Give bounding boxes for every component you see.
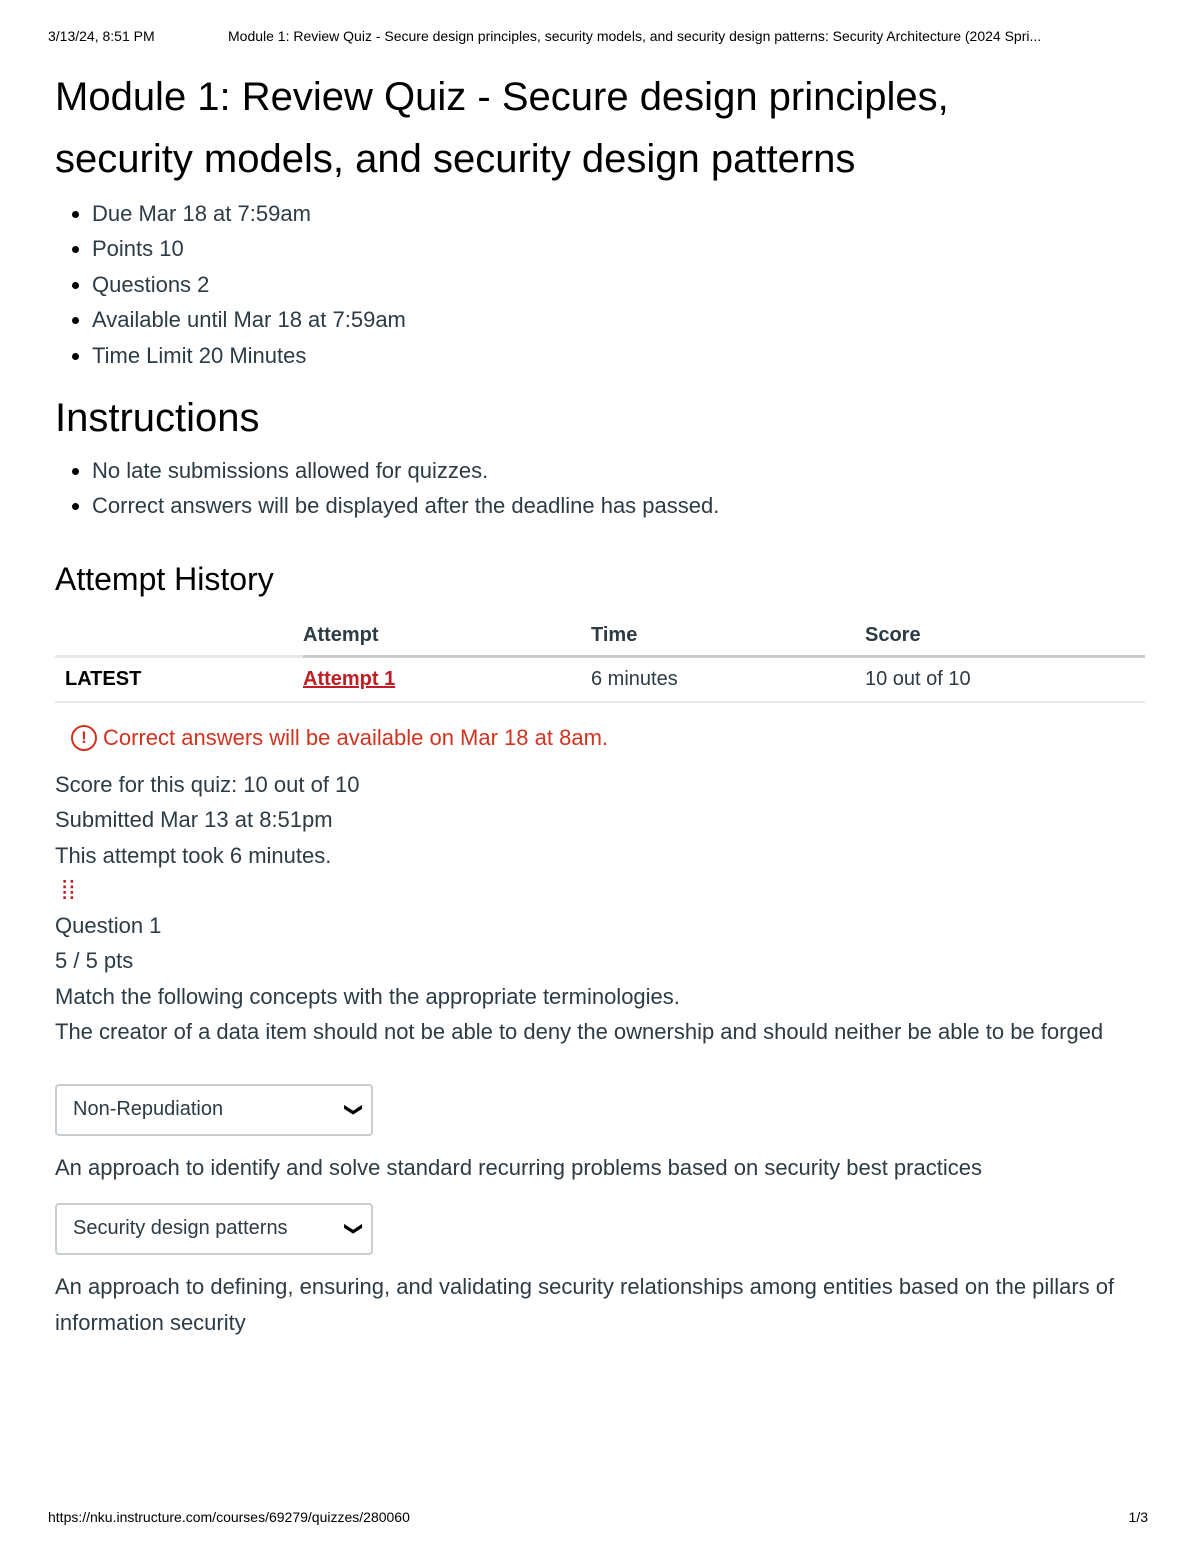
match-item-1-select[interactable] bbox=[55, 1084, 373, 1136]
match-item-2-text: An approach to identify and solve standard recurring problems based on security best practices bbox=[55, 1154, 982, 1180]
chevron-down-icon: ❯ bbox=[344, 1221, 365, 1237]
attempt-cell bbox=[303, 656, 591, 702]
time-limit: • Time Limit 20 Minutes bbox=[92, 338, 1145, 373]
page-title bbox=[55, 66, 1145, 190]
attempt-history-table bbox=[55, 618, 1145, 703]
print-footer bbox=[48, 1509, 1148, 1525]
page-url: https://nku.instructure.com/courses/69279/quizzes/280060 bbox=[48, 1509, 410, 1525]
question-points: 5 / 5 pts bbox=[55, 948, 134, 974]
available-until: • Available until Mar 18 at 7:59am bbox=[92, 302, 1145, 337]
match-item-1-value: Non-Repudiation bbox=[73, 1097, 224, 1120]
table-header-row bbox=[55, 618, 1145, 657]
quiz-content bbox=[55, 66, 1145, 1340]
instruction-item: • Correct answers will be displayed after the deadline has passed. bbox=[92, 488, 1145, 523]
warning-icon: ! bbox=[71, 725, 97, 751]
latest-label: LATEST bbox=[55, 656, 303, 702]
time-cell: 6 minutes bbox=[591, 656, 865, 702]
attempt-history-heading: Attempt History bbox=[55, 560, 274, 597]
quiz-details bbox=[55, 196, 1145, 373]
question-count: • Questions 2 bbox=[92, 267, 1145, 302]
print-title: Module 1: Review Quiz - Secure design principles, security models, and security design patterns: Security Architecture (2024 Spri... bbox=[228, 28, 1042, 44]
instructions-heading: Instructions bbox=[55, 396, 260, 441]
table-header-time: Time bbox=[591, 618, 865, 657]
table-header-score: Score bbox=[865, 618, 1145, 657]
match-item-2-value: Security design patterns bbox=[73, 1217, 288, 1240]
attempt-duration: This attempt took 6 minutes. bbox=[55, 842, 332, 868]
points: • Points 10 bbox=[92, 231, 1145, 266]
answers-notice bbox=[71, 725, 1145, 751]
chevron-down-icon: ❯ bbox=[344, 1102, 365, 1118]
due-date: • Due Mar 18 at 7:59am bbox=[92, 196, 1145, 231]
drag-handle-icon[interactable]: ⁞⁞ bbox=[61, 875, 76, 906]
notice-text: Correct answers will be available on Mar 18 at 8am. bbox=[103, 724, 609, 750]
question-prompt: Match the following concepts with the appropriate terminologies. bbox=[55, 983, 680, 1009]
table-header-attempt: Attempt bbox=[303, 618, 591, 657]
quiz-score: Score for this quiz: 10 out of 10 bbox=[55, 771, 360, 797]
quiz-summary bbox=[55, 767, 1145, 1340]
print-date: 3/13/24, 8:51 PM bbox=[48, 28, 155, 44]
submitted-date: Submitted Mar 13 at 8:51pm bbox=[55, 807, 333, 833]
match-item-2-select[interactable] bbox=[55, 1203, 373, 1255]
attempt-1-link[interactable]: Attempt 1 bbox=[303, 667, 396, 690]
score-cell: 10 out of 10 bbox=[865, 656, 1145, 702]
page-title-line1: Module 1: Review Quiz - Secure design principles, bbox=[55, 75, 949, 119]
question-title: Question 1 bbox=[55, 913, 162, 939]
page-number: 1/3 bbox=[1128, 1509, 1148, 1525]
print-header bbox=[48, 28, 1152, 44]
table-row bbox=[55, 656, 1145, 702]
table-header-blank bbox=[55, 618, 303, 657]
page-title-line2: security models, and security design patterns bbox=[55, 137, 856, 181]
instruction-item: • No late submissions allowed for quizzes. bbox=[92, 453, 1145, 488]
match-item-1-text: The creator of a data item should not be able to deny the ownership and should neither be able to be forged bbox=[55, 1019, 1104, 1045]
match-item-3-text: An approach to defining, ensuring, and validating security relationships among entities based on the pillars of information security bbox=[55, 1274, 1115, 1335]
instructions-list bbox=[55, 453, 1145, 524]
